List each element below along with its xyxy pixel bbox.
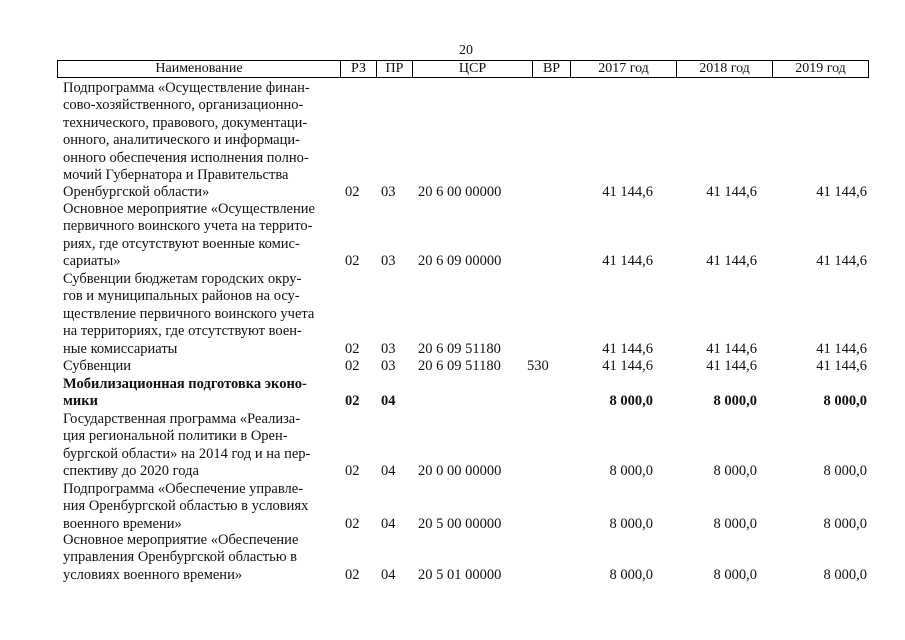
row-name-line: ния Оренбургской областью в условиях <box>63 498 309 515</box>
cell-rz: 02 <box>345 340 360 357</box>
page-number: 20 <box>459 43 473 58</box>
row-name-line: спективу до 2020 года <box>63 463 199 480</box>
row-name-line: онного, аналитического и информаци- <box>63 132 300 149</box>
row-name-line: Подпрограмма «Осуществление финан- <box>63 80 310 96</box>
header-csr: ЦСР <box>412 61 532 77</box>
cell-pr: 04 <box>381 515 396 532</box>
cell-y2017: 41 144,6 <box>602 340 653 357</box>
row-name-line: условиях военного времени» <box>63 566 243 583</box>
row-name <box>63 376 343 411</box>
row-name-line: первичного воинского учета на террито- <box>63 218 313 235</box>
cell-y2018: 8 000,0 <box>713 393 757 410</box>
cell-y2018: 8 000,0 <box>713 463 757 480</box>
cell-y2017: 41 144,6 <box>602 358 653 374</box>
row-name-line: технического, правового, документаци- <box>63 114 308 131</box>
row-name-line: управления Оренбургской областью в <box>63 549 298 566</box>
cell-pr: 03 <box>381 184 396 201</box>
cell-y2019: 41 144,6 <box>816 340 867 357</box>
cell-y2018: 8 000,0 <box>713 566 757 583</box>
cell-y2019: 8 000,0 <box>823 515 867 532</box>
cell-y2018: 41 144,6 <box>706 340 757 357</box>
row-name-line: сово-хозяйственного, организационно- <box>63 97 304 114</box>
cell-y2017: 41 144,6 <box>602 253 653 270</box>
row-name-line: гов и муниципальных районов на осу- <box>63 288 300 305</box>
cell-y2017: 8 000,0 <box>609 463 653 480</box>
row-name <box>63 271 343 358</box>
cell-vr: 530 <box>527 358 549 374</box>
row-name-line: бургской области» на 2014 год и на пер- <box>63 445 311 462</box>
cell-pr: 04 <box>381 393 396 410</box>
cell-pr: 03 <box>381 253 396 270</box>
row-name-line: Субвенции бюджетам городских окру- <box>63 271 302 287</box>
cell-y2018: 41 144,6 <box>706 358 757 374</box>
row-name-line: Оренбургской области» <box>63 184 210 201</box>
row-name-line: риях, где отсутствуют военные комис- <box>63 235 300 252</box>
cell-csr: 20 6 09 51180 <box>418 358 501 374</box>
cell-rz: 02 <box>345 393 360 410</box>
cell-y2018: 8 000,0 <box>713 515 757 532</box>
cell-pr: 04 <box>381 463 396 480</box>
cell-csr: 20 6 00 00000 <box>418 184 502 201</box>
row-name-line: Подпрограмма «Обеспечение управле- <box>63 481 304 497</box>
header-pr: ПР <box>376 61 412 77</box>
row-name-line: мики <box>63 393 98 410</box>
cell-rz: 02 <box>345 358 360 374</box>
header-2019: 2019 год <box>772 61 868 77</box>
cell-rz: 02 <box>345 463 360 480</box>
cell-y2018: 41 144,6 <box>706 253 757 270</box>
cell-y2018: 41 144,6 <box>706 184 757 201</box>
table-header <box>57 60 869 78</box>
cell-y2017: 8 000,0 <box>609 515 653 532</box>
header-2018: 2018 год <box>676 61 772 77</box>
header-vr: ВР <box>532 61 570 77</box>
row-name <box>63 358 343 375</box>
cell-csr: 20 0 00 00000 <box>418 463 502 480</box>
cell-y2019: 41 144,6 <box>816 184 867 201</box>
cell-y2017: 8 000,0 <box>609 566 653 583</box>
cell-csr: 20 5 00 00000 <box>418 515 502 532</box>
row-name-line: Субвенции <box>63 358 131 374</box>
row-name-line: сариаты» <box>63 253 121 270</box>
cell-y2019: 8 000,0 <box>823 393 867 410</box>
cell-y2019: 41 144,6 <box>816 253 867 270</box>
row-name <box>63 411 343 481</box>
row-name-line: Государственная программа «Реализа- <box>63 411 301 427</box>
cell-y2017: 41 144,6 <box>602 184 653 201</box>
cell-pr: 03 <box>381 340 396 357</box>
row-name-line: мочий Губернатора и Правительства <box>63 167 289 184</box>
cell-rz: 02 <box>345 184 360 201</box>
row-name-line: Основное мероприятие «Осуществление <box>63 201 315 217</box>
header-2017: 2017 год <box>570 61 676 77</box>
row-name <box>63 481 343 533</box>
cell-y2019: 41 144,6 <box>816 358 867 374</box>
cell-csr: 20 5 01 00000 <box>418 566 502 583</box>
header-rz: РЗ <box>340 61 376 77</box>
cell-y2019: 8 000,0 <box>823 566 867 583</box>
row-name-line: Основное мероприятие «Обеспечение <box>63 532 299 548</box>
row-name-line: Мобилизационная подготовка эконо- <box>63 376 307 392</box>
cell-csr: 20 6 09 51180 <box>418 340 501 357</box>
row-name-line: онного обеспечения исполнения полно- <box>63 149 309 166</box>
row-name-line: ществление первичного воинского учета <box>63 305 315 322</box>
cell-csr: 20 6 09 00000 <box>418 253 502 270</box>
cell-pr: 03 <box>381 358 396 374</box>
header-name: Наименование <box>155 61 243 76</box>
cell-y2019: 8 000,0 <box>823 463 867 480</box>
cell-rz: 02 <box>345 515 360 532</box>
row-name <box>63 532 343 584</box>
cell-pr: 04 <box>381 566 396 583</box>
row-name-line: ные комиссариаты <box>63 340 178 357</box>
cell-rz: 02 <box>345 566 360 583</box>
row-name <box>63 80 343 202</box>
cell-y2017: 8 000,0 <box>609 393 653 410</box>
cell-rz: 02 <box>345 253 360 270</box>
row-name-line: военного времени» <box>63 515 182 532</box>
row-name <box>63 201 343 271</box>
row-name-line: на территориях, где отсутствуют воен- <box>63 323 302 340</box>
row-name-line: ция региональной политики в Орен- <box>63 428 288 445</box>
